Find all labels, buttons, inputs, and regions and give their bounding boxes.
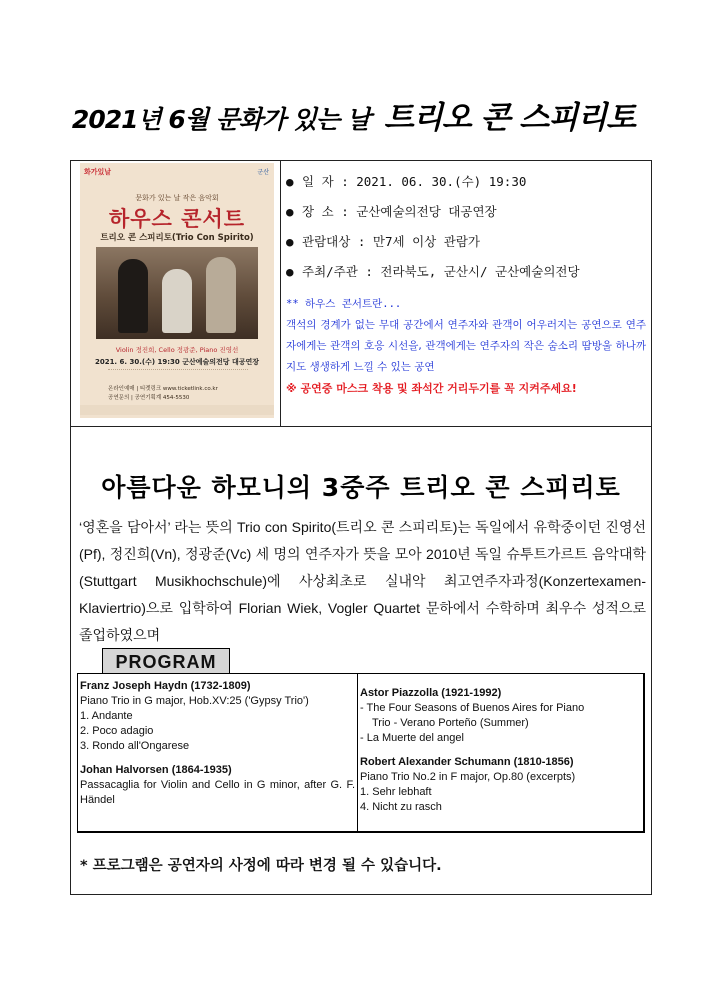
program-right-column [360, 686, 642, 815]
performer-figure [118, 259, 148, 333]
info-date: 일 자 : 2021. 06. 30.(수) 19:30 [302, 174, 527, 189]
work-piazzolla-2: - La Muerte del angel [360, 732, 464, 744]
info-audience: 관람대상 : 만7세 이상 관람가 [302, 234, 480, 249]
movement-item: 3. Rondo all'Ongarese [80, 740, 190, 752]
poster-group: 트리오 콘 스피리토(Trio Con Spirito) [100, 233, 254, 243]
work-haydn: Piano Trio in G major, Hob.XV:25 ('Gypsy Trio') [80, 695, 309, 707]
poster-title: 하우스 콘서트 [108, 207, 246, 231]
movement-item: 2. Poco adagio [80, 725, 154, 737]
title-event: 2021년 6월 문화가 있는 날 [71, 105, 370, 134]
work-piazzolla-1: - The Four Seasons of Buenos Aires for Piano [360, 702, 585, 714]
concert-poster [80, 163, 274, 418]
program-divider [357, 673, 358, 833]
bullet-icon: ● [286, 174, 294, 189]
title-group: 트리오 콘 스피리토 [383, 100, 636, 136]
poster-brand-right: 군산 [257, 169, 269, 176]
composer-piazzolla: Astor Piazzolla (1921-1992) [360, 687, 502, 699]
work-schumann: Piano Trio No.2 in F major, Op.80 (excerpts) [360, 771, 576, 783]
program-change-notice: * 프로그램은 공연자의 사정에 따라 변경 될 수 있습니다. [80, 858, 442, 874]
frame-divider-vertical [280, 160, 281, 426]
work-halvorsen: Passacaglia for Violin and Cello in G minor, after G. F. Händel [80, 779, 355, 806]
bullet-icon: ● [286, 264, 294, 279]
house-concert-note: 객석의 경계가 없는 무대 공간에서 연주자와 관객이 어우러지는 공연으로 연주자에게는 관객의 호응 시선을, 관객에게는 연주자의 작은 숨소리 땀방울 하나까지도 생생하게 느낄 수 있는 공연 [286, 319, 646, 373]
composer-haydn: Franz Joseph Haydn (1732-1809) [80, 680, 251, 692]
poster-ticket: 온라인예매 | 티켓링크 www.ticketlink.co.kr [108, 386, 218, 392]
movement-item: 4. Nicht zu rasch [360, 801, 442, 813]
poster-brand-left: 화가있날 [84, 168, 112, 176]
bullet-icon: ● [286, 234, 294, 249]
work-piazzolla-1-cont: Trio - Verano Porteño (Summer) [372, 717, 529, 729]
program-left-column [80, 679, 355, 808]
info-row-venue [286, 202, 648, 232]
frame-divider-horizontal [70, 426, 652, 427]
info-row-date [286, 172, 648, 202]
poster-datetime: 2021. 6. 30.(수) 19:30 군산예술의전당 대공연장 [94, 358, 260, 366]
section-heading: 아름다운 하모니의 3중주 트리오 콘 스피리토 [101, 473, 621, 502]
bullet-icon: ● [286, 204, 294, 219]
composer-schumann: Robert Alexander Schumann (1810-1856) [360, 756, 574, 768]
movement-item: 1. Andante [80, 710, 133, 722]
intro-paragraph: ‘영혼을 담아서’ 라는 뜻의 Trio con Spirito(트리오 콘 스피리토)는 독일에서 유학중이던 진영선(Pf), 정진희(Vn), 정광준(Vc) 세 명의 연주자가 뜻을 모아 2010년 독일 슈투트가르트 음악대학(Stuttgart Musikhochschule)에 사상최초로 실내악 최고연주자과정(Konzertexamen- Klaviertrio)으로 입학하여 Florian Wiek, Vogler Quartet 문하에서 수학하며 최우수 성적으로 졸업하였으며 [79, 519, 646, 643]
poster-logos [80, 405, 274, 415]
poster-performers: Violin 정진희, Cello 정광준, Piano 진영선 [115, 346, 239, 354]
program-label: PROGRAM [102, 648, 230, 674]
performer-figure [206, 257, 236, 333]
event-info [286, 172, 648, 396]
poster-subtitle: 문화가 있는 날 작은 음악회 [135, 194, 219, 202]
info-venue: 장 소 : 군산예술의전당 대공연장 [302, 204, 497, 219]
poster-photo [96, 247, 258, 339]
info-row-audience [286, 232, 648, 262]
info-row-host [286, 262, 648, 292]
composer-halvorsen: Johan Halvorsen (1864-1935) [80, 764, 232, 776]
house-concert-note-heading: ** 하우스 콘서트란... [286, 298, 402, 310]
poster-phone: 공연문의 | 공연기획계 454-5530 [108, 395, 190, 401]
page-title [0, 92, 707, 137]
poster-notes-divider [108, 369, 248, 380]
movement-item: 1. Sehr lebhaft [360, 786, 432, 798]
info-host: 주최/주관 : 전라북도, 군산시/ 군산예술의전당 [302, 264, 580, 279]
mask-warning: ※ 공연중 마스크 착용 및 좌석간 거리두기를 꼭 지켜주세요! [286, 382, 577, 395]
performer-figure [162, 269, 192, 333]
